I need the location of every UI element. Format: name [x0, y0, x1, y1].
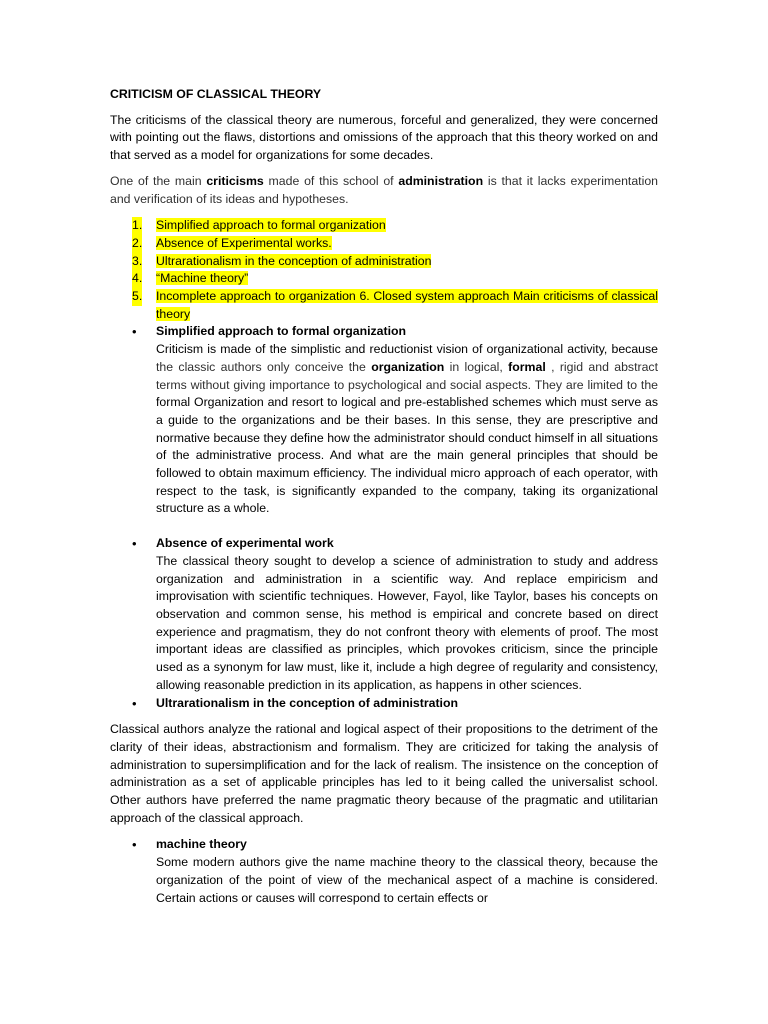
ultrarationalism-paragraph: Classical authors analyze the rational and logical aspect of their propositions to the detriment of the clarity of their ideas, abstractionism and formalism. They are criticized for taking the analysis of administration to supersimplification and for the lack of realism. The insistence on the conception of administration as a set of applicable principles has led to it being called the universalist school. Other authors have preferred the name pragmatic theory because of the pragmatic and utilitarian approach of the classical approach.: [110, 722, 658, 825]
intro2-part-c: made of this school of: [263, 173, 399, 188]
section-text: The classical theory sought to develop a science of administration to study and address organization and administration in a scientific way. And replace empiricism and improvisation with scientific techniques. However, Fayol, like Taylor, bases his concepts on observation and common sense, his method is empirical and concrete based on direct experience and pragmatism, they do not confront theory with elements of proof. The most important ideas are classified as principles, which provokes criticism, since the principle used as a synonym for law must, like it, include a high degree of regularity and consistency, allowing reasonable prediction in its application, as happens in other sciences.: [156, 553, 658, 692]
item-number: 5.: [132, 288, 142, 306]
text-run: in logical,: [444, 359, 509, 374]
section-text: Some modern authors give the name machine theory to the classical theory, because the organization of the point of view of the mechanical aspect of a machine is considered. Certain actions or causes will correspond to certain effects or: [156, 855, 658, 905]
document-body: [110, 86, 658, 907]
section-heading: Simplified approach to formal organization: [156, 324, 407, 339]
section-list-2: [110, 836, 658, 907]
item-number: 1.: [132, 217, 142, 235]
section-machine-theory: [110, 836, 658, 907]
organization-bold: organization: [371, 359, 445, 374]
numbered-item-2: [110, 235, 658, 253]
item-text: “Machine theory”: [156, 271, 249, 286]
section-list-1: [110, 323, 658, 712]
intro2-part-a: One of the main: [110, 173, 207, 188]
text-run: Criticism is made of the simplistic and reductionist vision of organizational activity, because: [156, 342, 658, 357]
numbered-item-1: [110, 217, 658, 235]
formal-bold: formal: [508, 359, 546, 374]
item-number: 4.: [132, 270, 142, 288]
item-text: Simplified approach to formal organization: [156, 218, 386, 233]
section-heading: Ultrarationalism in the conception of administration: [156, 695, 458, 710]
numbered-item-3: [110, 253, 658, 271]
text-run: formal Organization: [156, 395, 264, 410]
item-number: 3.: [132, 253, 142, 271]
intro2-part-e: is that it lacks experimentation and verification of its ideas and hypotheses.: [110, 173, 659, 206]
text-run: and resort to logical and pre-established schemes which must serve as a guide to the organizations and be their bases. In this sense, they are prescriptive and normative because they define how the administrator should conduct himself in all situations of the administrative process. And what are the main general principles that should be followed to obtain maximum efficiency. The individual micro approach of each operator, with respect to the task, is significantly expanded to the company, taking its organizational structure as a whole.: [156, 395, 658, 516]
bullet-icon: •: [132, 324, 137, 340]
text-run: the classic authors only conceive the: [156, 359, 372, 374]
text-run: , rigid and abstract terms without giving importance to psychological and social aspects. They are limited to the: [156, 359, 658, 392]
section-experimental-work: [110, 535, 658, 694]
bullet-icon: •: [132, 536, 137, 552]
item-number: 2.: [132, 235, 142, 253]
intro-paragraph: The criticisms of the classical theory are numerous, forceful and generalized, they were concerned with pointing out the flaws, distortions and omissions of the approach that this theory worked on and that served as a model for organizations for some decades.: [110, 112, 658, 163]
intro2-criticisms-bold: criticisms: [206, 173, 264, 188]
bullet-icon: •: [132, 837, 137, 853]
document-title: CRITICISM OF CLASSICAL THEORY: [110, 87, 322, 101]
bullet-icon: •: [132, 695, 137, 711]
section-simplified-approach: [110, 323, 658, 518]
item-text: Absence of Experimental works.: [156, 235, 332, 250]
section-text: [156, 341, 658, 518]
section-heading: Absence of experimental work: [156, 536, 334, 551]
section-ultrarationalism: [110, 695, 658, 713]
criticism-numbered-list: [110, 217, 658, 323]
numbered-item-4: [110, 270, 658, 288]
spacer: [110, 518, 658, 535]
section-heading: machine theory: [156, 837, 247, 852]
numbered-item-5: [110, 288, 658, 323]
item-text: Incomplete approach to organization 6. Closed system approach Main criticisms of classical theory: [156, 289, 658, 321]
intro2-administration-bold: administration: [398, 173, 484, 188]
intro-paragraph-2: [110, 173, 658, 208]
item-text: Ultrarationalism in the conception of administration: [156, 253, 432, 268]
